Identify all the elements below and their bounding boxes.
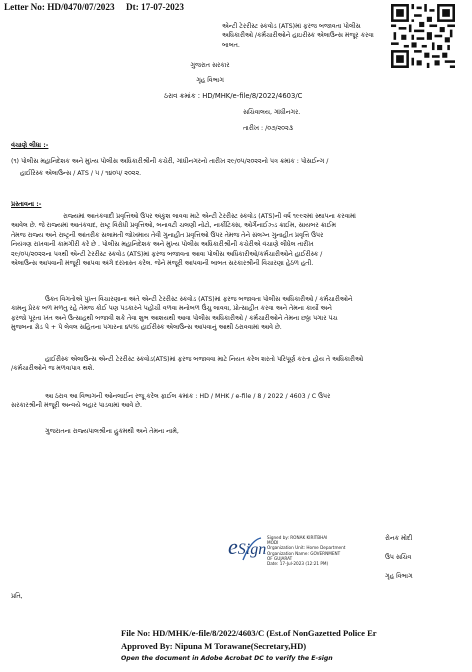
letter-date: Dt: 17-07-2023 bbox=[126, 2, 184, 12]
footer-verify-note: Open the document in Adobe Acrobat DC to verify the E-sign bbox=[121, 655, 333, 662]
organization-unit: Organization Unit: Home Department bbox=[267, 545, 346, 551]
signed-by-continued: MODI bbox=[267, 540, 279, 546]
resolution-date: તારીખ : /૦૭/૨૦૨૩ bbox=[243, 125, 293, 132]
paragraph-line: તેમજ રાજ્ય અને રાષ્ટ્રની આંતરીક સલામતી જોખમાય તેવી ગુનાહીત પ્રવૃત્તિઓ ઉપર તેમજ તેને સંલગ્ન ગુનાહીત પ્રવૃત્તિ ઉપર bbox=[11, 231, 324, 239]
subject bbox=[222, 22, 392, 50]
subject-line: અધિકારીઓ /કર્મચારીઓને હાઇરીસ્ક એલાઉન્સ મંજૂર કરવા bbox=[222, 32, 374, 40]
subject-line: એન્ટી ટેરરીસ્ટ સ્કવોડ (ATS)માં ફરજ બજાવતા પોલીસ bbox=[222, 23, 361, 30]
esign-e-letter: e bbox=[228, 534, 238, 559]
paragraph-line: કામનુ પ્રેરક બળ મળતુ રહે તેમજ કોઈ પણ પડકારને પહોંચી વળવા મનોબળ ઉંચુ લાવવા, પ્રોત્સાહીત કરવા અને તેમના કાર્યો અને bbox=[11, 305, 332, 313]
esign-swoosh-icon bbox=[241, 536, 263, 562]
paragraph-line: આવેલ છે. જે રાજ્યમાં આતંકવાદ, રાષ્ટ્ર વિરોધી પ્રવૃત્તિઓ, બનાવટી ચલણી નોટો, નાર્કોટિક્સ, ઓર્ગેનાઈઝ્ડ ક્રાઈમ, સાયબર ક્રાઈમ bbox=[11, 222, 336, 230]
department-name: ગૃહ વિભાગ bbox=[196, 77, 224, 84]
preamble-paragraph-2 bbox=[11, 295, 463, 333]
footer-approved-by: Approved By: Nipuna M Torawane(Secretary,HD) bbox=[121, 641, 307, 651]
esign-label: Sign bbox=[237, 541, 267, 558]
preamble-heading: પ્રસ્તાવના :- bbox=[11, 201, 42, 208]
signatory-designation: ઉપ સચિવ bbox=[385, 554, 412, 561]
paragraph-line: એલાઉન્સ આપવાની મંજૂરી આપવા અંગે દરખાસ્ત કરેલ. જેને મંજૂરી આપવાની બાબત સરકારશ્રીની વિચારણા હેઠળ હતી. bbox=[11, 260, 314, 268]
paragraph-line: હાઈરીસ્ક એલાઉન્સ એન્ટી ટેરરીસ્ટ સ્કવોડ(ATS)માં ફરજ બજાવવા માટે નિયત કરેલ શરતો પરિપૂર્ણ કરતા હોય તે અધિકારીઓ bbox=[45, 356, 363, 363]
preamble-paragraph-4 bbox=[11, 392, 463, 411]
signatory-name: રોનક મોદી bbox=[385, 535, 413, 542]
preamble-paragraph-1 bbox=[11, 212, 463, 268]
signature-date: Date: 17-Jul-2023 (12:21 PM) bbox=[267, 561, 329, 567]
footer-file-number: File No: HD/MHK/e-file/8/2022/4603/C (Est.of NonGazetted Police Er bbox=[121, 628, 377, 638]
paragraph-line: આ ઠરાવ આ વિભાગની ઓનલાઈન રજૂ કરેલ ફાઈલ ક્રમાંક : HD / MHK / e-file / 8 / 2022 / 4603 / C ઉપર bbox=[45, 393, 331, 400]
office-address: સચિવાલય, ગાંધીનગર. bbox=[243, 109, 301, 116]
paragraph-line: નિયંત્રણ રાખવાની કામગીરી કરે છે . પોલીસ મહાનિદેશક અને મુખ્ય પોલીસ અધિકારીશ્રીની કચેરીએ વંચાણે લીધેલ તારીખ bbox=[11, 241, 314, 249]
subject-line: બાબત. bbox=[222, 41, 240, 49]
paragraph-line: ઉક્ત વિગતોએ પુખ્ત વિચારણાના અંતે એન્ટી ટેરરીસ્ટ સ્કવોડ (ATS)માં ફરજ બજાવતા પોલીસ અધિકારીઓ / કર્મચારીઓને bbox=[45, 296, 353, 303]
organization-name-continued: OF GUJARAT bbox=[267, 555, 293, 561]
reference-line: (૧) પોલીસ મહાનિદેશક અને મુખ્ય પોલીસ અધિકારીશ્રીની કચેરી, ગાંધીનગરનો તારીખ ૨૯/૦૫/૨૦૨૨નો પત્ર ક્રમાંક : પોસઈન્ગ / bbox=[11, 158, 329, 165]
paragraph-line: ૨૯/૦૫/૨૦૨૨ના પત્રથી એન્ટી ટેરરીસ્ટ સ્કવોડ (ATS)માં ફરજ બજાવતા આવા પોલીસ અધિકારીઓ/કર્મચારીઓને હાઈરીસ્ક / bbox=[11, 250, 323, 258]
paragraph-line: /કર્મચારીઓને જ મળવાપાત્ર થશે. bbox=[11, 365, 95, 373]
signature-details bbox=[267, 535, 367, 566]
references-heading: વંચાણે લીધા :- bbox=[11, 142, 49, 149]
paragraph-line: સરકારશ્રીની મંજૂરી અન્વયે બહાર પાડવામાં આવે છે. bbox=[11, 402, 143, 410]
letter-number: Letter No: HD/0470/07/2023 bbox=[4, 2, 115, 12]
organization-name: Organization Name: GOVERNMENT bbox=[267, 550, 341, 556]
paragraph-line: રાજ્યમાં આતંકવાદી પ્રવૃત્તિઓ ઉપર અંકુશ લાવવા માટે એન્ટી ટેરરીસ્ટ સ્કવોડ (ATS)ની વર્ષ ૧૯૯૨માં સ્થાપના કરવામાં bbox=[63, 213, 356, 220]
paragraph-line: મુજબના ગ્રેડ પે + પે લેવલ સહિતના પગારના ૪૫% હાઈરીસ્ક એલાઉન્સ આપવાનું આથી ઠરાવવામાં આવે છે. bbox=[11, 324, 282, 332]
reference-item bbox=[11, 157, 463, 179]
resolution-number: ઠરાવ ક્રમાંક : HD/MHK/e-file/8/2022/4603/C bbox=[164, 92, 303, 100]
paragraph-line: ફરજો પૂરતા ખંત અને ઉત્સાહથી બજાવી શકે તેવા શુભ આશયથી આવા પોલીસ અધિકારીઓ / કર્મચારીઓને તેમના છઠ્ઠા પગાર પંચ bbox=[11, 314, 338, 322]
signed-by: Signed by: RONAK KIRITBHAI bbox=[267, 535, 328, 540]
copy-to-label: પ્રતિ, bbox=[11, 593, 23, 600]
qr-code bbox=[391, 4, 455, 68]
preamble-paragraph-3 bbox=[11, 355, 463, 374]
governor-order-line: ગુજરાતના રાજ્યપાલશ્રીના હુકમથી અને તેમના નામે, bbox=[45, 428, 179, 435]
reference-line: હાઈરિસ્ક એલાઉન્સ / ATS / ૫ / ૧૪૦૫/ ૨૦૨૨. bbox=[20, 170, 142, 178]
signatory-department: ગૃહ વિભાગ bbox=[385, 573, 413, 580]
government-name: ગુજરાત સરકાર bbox=[190, 62, 230, 69]
